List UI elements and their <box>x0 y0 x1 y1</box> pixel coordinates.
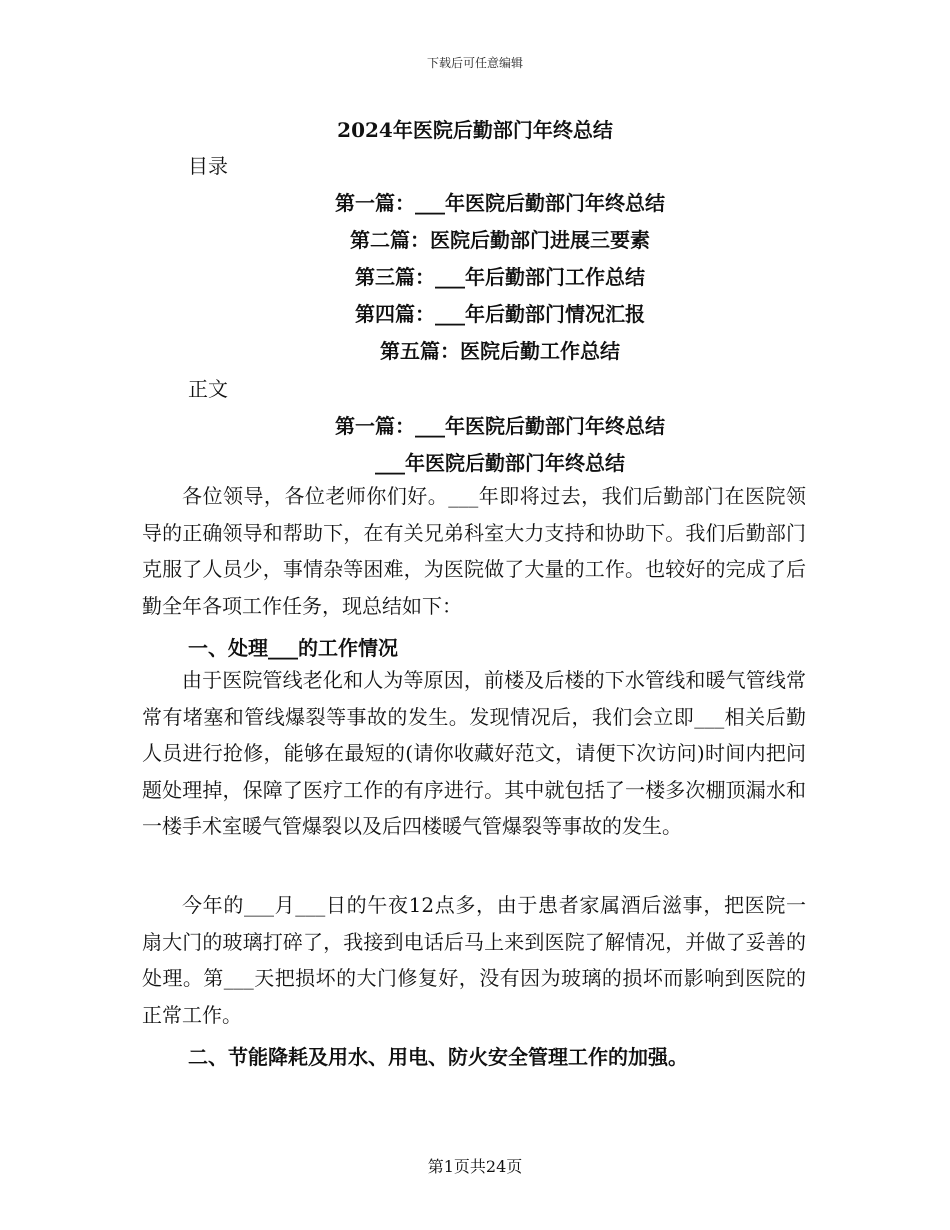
body-paragraph-2 <box>142 662 806 845</box>
body-paragraph-1 <box>142 478 806 624</box>
toc-item: 第五篇：医院后勤工作总结 <box>380 339 620 363</box>
section-heading-1: 一、处理___的工作情况 <box>188 636 398 660</box>
toc-item: 第三篇：___年后勤部门工作总结 <box>355 265 645 289</box>
chapter-subtitle: ___年医院后勤部门年终总结 <box>375 451 625 475</box>
document-title: 2024年医院后勤部门年终总结 <box>337 118 613 142</box>
chapter-heading: 第一篇：___年医院后勤部门年终总结 <box>335 414 665 438</box>
toc-item: 第一篇：___年医院后勤部门年终总结 <box>335 191 665 215</box>
paragraph: 今年的___月___日的午夜12点多，由于患者家属酒后滋事，把医院一扇大门的玻璃打碎了，我接到电话后马上来到医院了解情况，并做了妥善的处理。第___天把损坏的大门修复好，没有因为玻璃的损坏而影响到医院的正常工作。 <box>142 893 806 1027</box>
toc-item: 第二篇：医院后勤部门进展三要素 <box>350 228 650 252</box>
paragraph: 各位领导，各位老师你们好。___年即将过去，我们后勤部门在医院领导的正确领导和帮助下，在有关兄弟科室大力支持和协助下。我们后勤部门克服了人员少，事情杂等困难，为医院做了大量的工作。也较好的完成了后勤全年各项工作任务，现总结如下： <box>142 484 806 618</box>
toc-item: 第四篇：___年后勤部门情况汇报 <box>355 302 645 326</box>
section-heading-2: 二、节能降耗及用水、用电、防火安全管理工作的加强。 <box>188 1045 688 1069</box>
paragraph: 由于医院管线老化和人为等原因，前楼及后楼的下水管线和暖气管线常常有堵塞和管线爆裂等事故的发生。发现情况后，我们会立即___相关后勤人员进行抢修，能够在最短的(请你收藏好范文，请便下次访问)时间内把问题处理掉，保障了医疗工作的有序进行。其中就包括了一楼多次棚顶漏水和一楼手术室暖气管爆裂以及后四楼暖气管爆裂等事故的发生。 <box>142 668 806 839</box>
toc-label: 目录 <box>188 154 228 178</box>
body-label: 正文 <box>188 377 228 401</box>
page-footer: 第1页共24页 <box>427 1157 523 1176</box>
body-paragraph-3 <box>142 887 806 1033</box>
header-note: 下载后可任意编辑 <box>426 56 523 70</box>
